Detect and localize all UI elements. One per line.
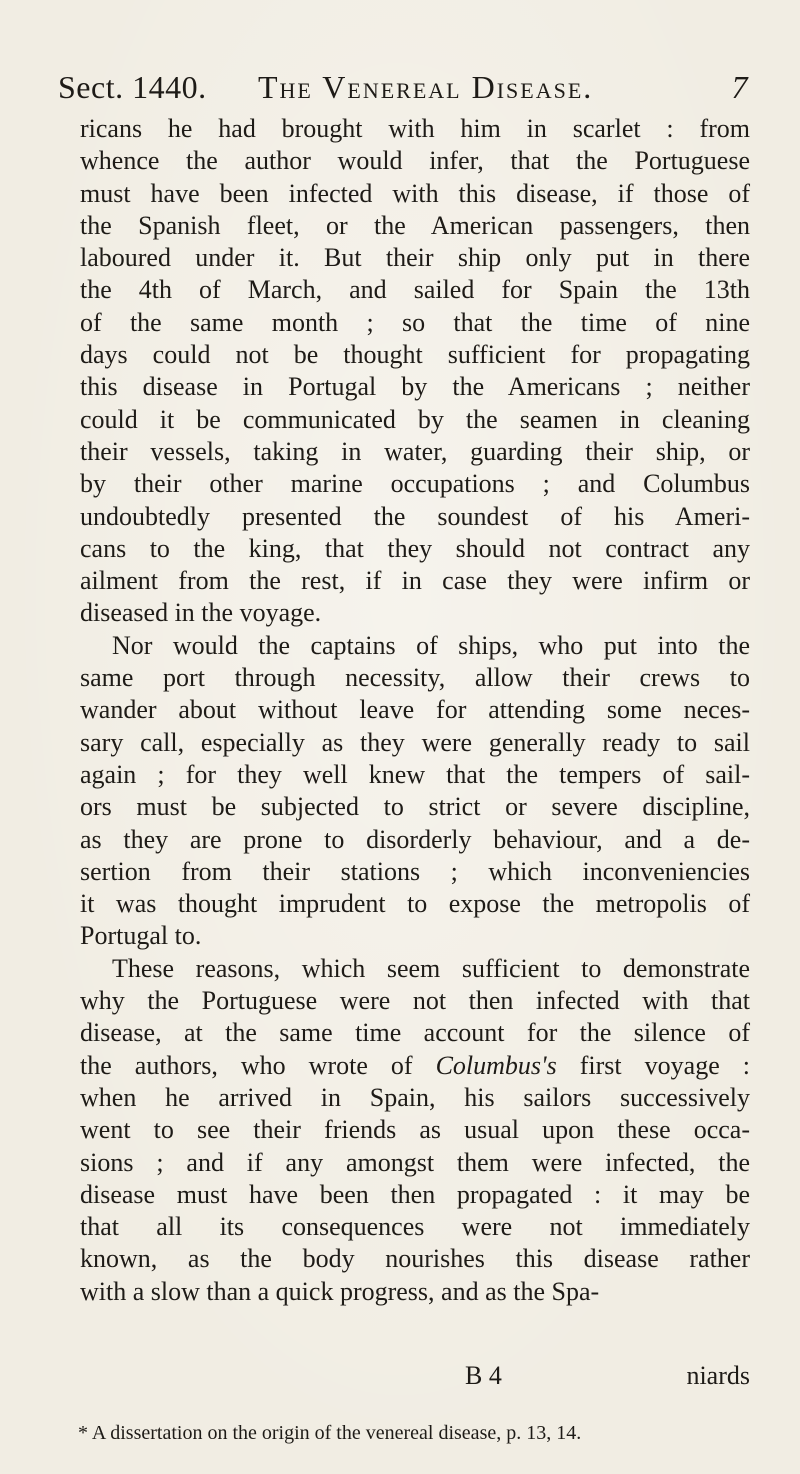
text-line: as they are prone to disorderly behaviour, and a de- — [80, 824, 750, 854]
text-line: went to see their friends as usual upon these occa- — [80, 1115, 750, 1145]
text-line: the authors, who wrote of Columbus's first voyage : — [80, 1050, 751, 1080]
text-line: why the Portuguese were not then infected with that — [80, 986, 750, 1016]
running-title: The Venereal Disease. — [258, 69, 594, 105]
text-line: must have been infected with this disease, if those of — [80, 178, 750, 208]
text-line: the Spanish fleet, or the American passengers, then — [80, 210, 750, 240]
running-header — [58, 64, 748, 110]
text-line: that all its consequences were not immediately — [80, 1212, 750, 1242]
text-line: it was thought imprudent to expose the metropolis of — [80, 889, 750, 919]
page-number: 7 — [731, 69, 748, 105]
text-line: same port through necessity, allow their crews to — [80, 663, 750, 693]
text-line: by their other marine occupations ; and Columbus — [80, 469, 750, 499]
text-line: their vessels, taking in water, guarding their ship, or — [80, 436, 750, 466]
text-line: sary call, especially as they were generally ready to sail — [80, 727, 750, 757]
text-line: Nor would the captains of ships, who put into the — [112, 630, 750, 660]
text-line: the 4th of March, and sailed for Spain the 13th — [80, 275, 750, 305]
footnote: * A dissertation on the origin of the venereal disease, p. 13, 14. — [78, 1422, 582, 1444]
text-line: Portugal to. — [80, 921, 202, 951]
text-line: again ; for they well knew that the tempers of sail- — [80, 759, 750, 789]
text-line: sions ; and if any amongst them were infected, the — [80, 1147, 750, 1177]
text-line: whence the author would infer, that the Portuguese — [80, 146, 750, 176]
text-line: disease must have been then propagated : it may be — [80, 1179, 750, 1209]
signature-mark: B 4 — [465, 1361, 502, 1390]
section-number: Sect. 1440. — [58, 69, 207, 105]
text-line: days could not be thought sufficient for propagating — [80, 340, 750, 370]
text-line: could it be communicated by the seamen in cleaning — [80, 404, 750, 434]
text-line: sertion from their stations ; which inconveniencies — [80, 856, 750, 886]
text-line: wander about without leave for attending some neces- — [80, 695, 750, 725]
text-line: undoubtedly presented the soundest of his Ameri- — [80, 501, 750, 531]
text-line: ors must be subjected to strict or severe discipline, — [80, 792, 750, 822]
text-line: cans to the king, that they should not contract any — [80, 533, 750, 563]
text-line: diseased in the voyage. — [80, 598, 322, 628]
text-line: of the same month ; so that the time of nine — [80, 307, 750, 337]
body-text — [80, 113, 750, 1308]
catchword: niards — [686, 1361, 750, 1390]
text-line: with a slow than a quick progress, and as the Spa- — [80, 1276, 600, 1306]
text-line: These reasons, which seem sufficient to demonstrate — [112, 953, 750, 983]
text-line: known, as the body nourishes this disease rather — [80, 1244, 750, 1274]
text-line: this disease in Portugal by the Americans ; neither — [80, 372, 750, 402]
signature-row — [80, 1360, 750, 1392]
text-line: when he arrived in Spain, his sailors successively — [80, 1082, 750, 1112]
text-line: disease, at the same time account for the silence of — [80, 1018, 750, 1048]
text-line: ricans he had brought with him in scarlet : from — [80, 114, 750, 143]
text-line: laboured under it. But their ship only put in there — [80, 243, 750, 273]
text-line: ailment from the rest, if in case they were infirm or — [80, 566, 750, 596]
